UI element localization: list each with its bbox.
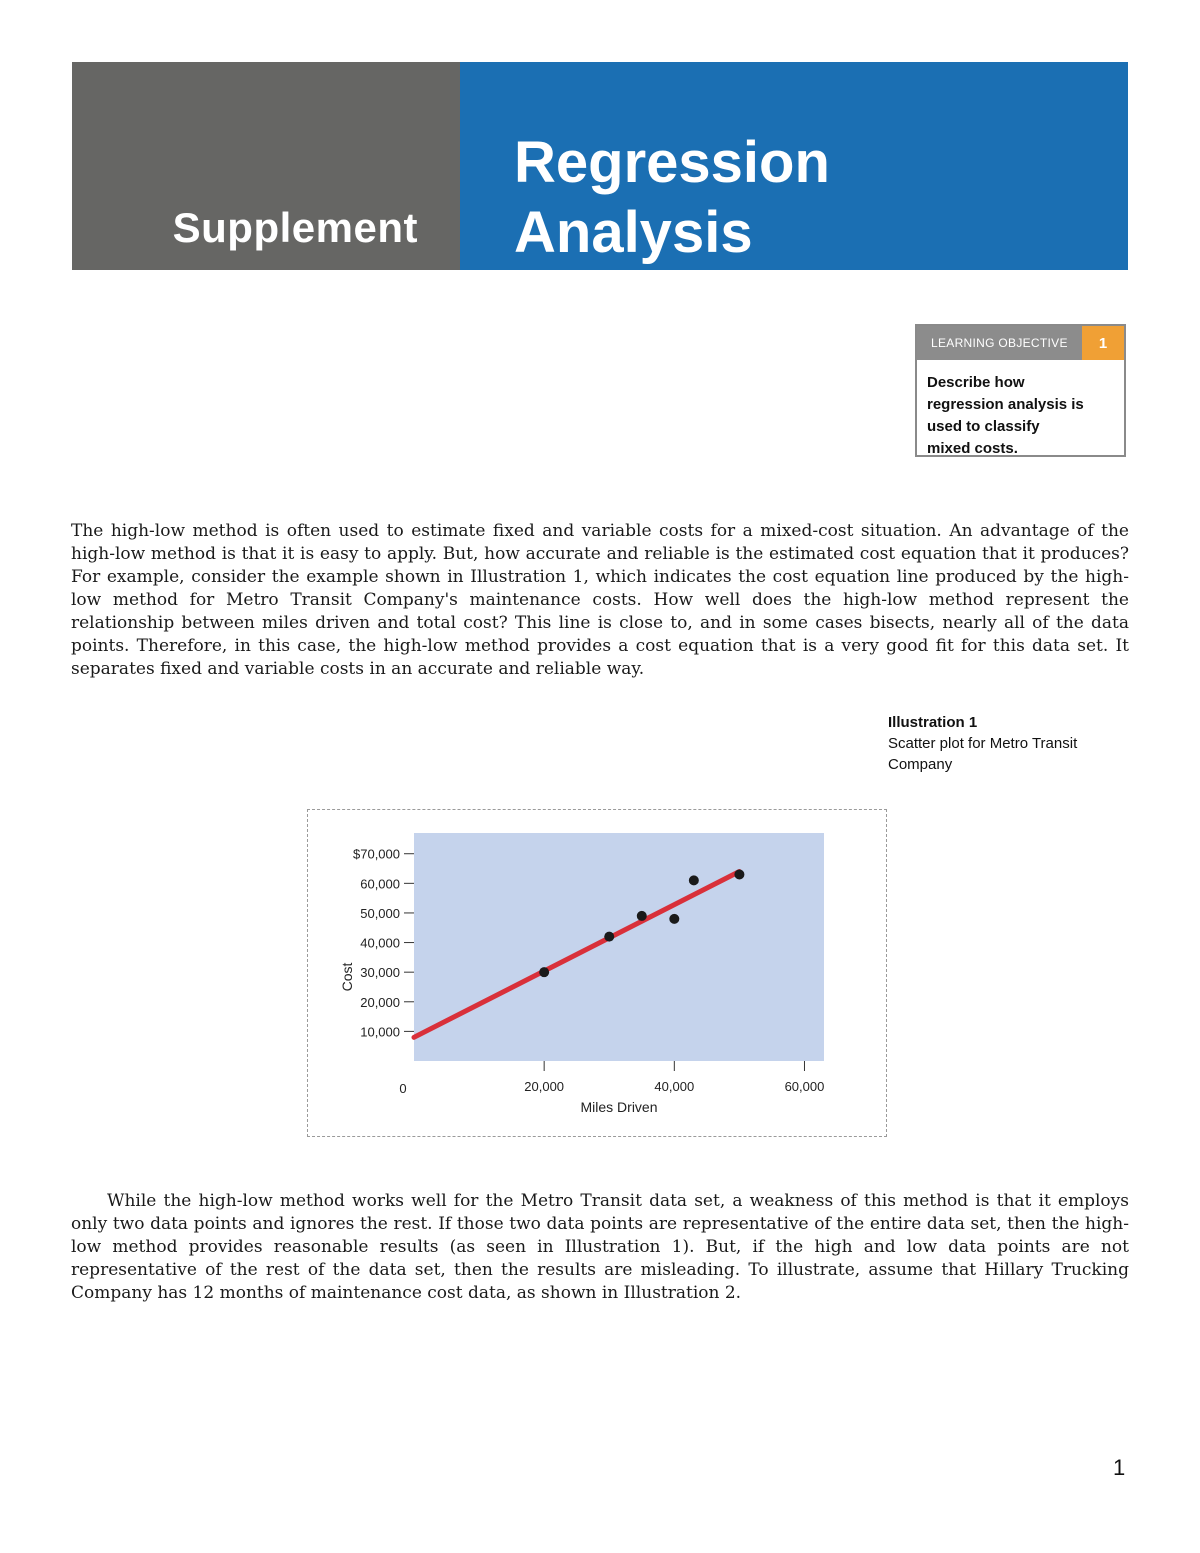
data-point (539, 967, 549, 977)
learning-objective-label: LEARNING OBJECTIVE (931, 336, 1068, 350)
y-tick-label: 40,000 (360, 935, 400, 951)
chart-frame (307, 809, 887, 1137)
illustration-caption (888, 712, 1118, 775)
title-banner (460, 62, 1128, 270)
learning-objective-header (917, 326, 1124, 360)
learning-objective-box (915, 324, 1126, 457)
data-point (669, 914, 679, 924)
x-tick-label: 20,000 (524, 1079, 565, 1094)
title-line-2: Analysis (514, 200, 753, 265)
y-axis-label: Cost (339, 962, 355, 992)
learning-objective-number: 1 (1082, 326, 1124, 360)
illustration-caption-text: Scatter plot for Metro Transit Company (888, 735, 1078, 773)
x-axis-label: Miles Driven (580, 1099, 658, 1115)
x-tick-label: 40,000 (654, 1079, 695, 1094)
learning-objective-text: Describe how regression analysis is used to classify mixed costs. (927, 374, 1084, 457)
y-tick-label: 30,000 (360, 965, 400, 981)
supplement-banner (72, 62, 460, 270)
title-line-1: Regression (514, 130, 830, 195)
y-tick-label: 20,000 (360, 994, 400, 1010)
origin-label: 0 (399, 1081, 407, 1096)
scatter-chart (308, 810, 886, 1136)
x-tick-label: 60,000 (784, 1079, 825, 1094)
body-paragraph-1: The high-low method is often used to estimate fixed and variable costs for a mixed-cost situation. An advantage of the high-low method is that it is easy to apply. But, how accurate and reliable is the estimated cost equation that it produces? For example, consider the example shown in Illustration 1, which indicates the cost equation line produced by the high-low method for Metro Transit Company's maintenance costs. How well does the high-low method represent the relationship between miles driven and total cost? This line is close to, and in some cases bisects, nearly all of the data points. Therefore, in this case, the high-low method provides a cost equation that is a very good fit for this data set. It separates fixed and variable costs in an accurate and reliable way. (71, 521, 1129, 679)
plot-area (414, 833, 824, 1061)
y-tick-label: $70,000 (353, 846, 400, 862)
supplement-label: Supplement (172, 204, 418, 251)
y-tick-label: 10,000 (360, 1024, 400, 1040)
body-paragraph-2: While the high-low method works well for the Metro Transit data set, a weakness of this method is that it employs only two data points and ignores the rest. If those two data points are representative of the entire data set, then the high-low method provides reasonable results (as seen in Illustration 1). But, if the high and low data points are not representative of the rest of the data set, then the results are misleading. To illustrate, assume that Hillary Trucking Company has 12 months of maintenance cost data, as shown in Illustration 2. (71, 1191, 1129, 1303)
data-point (604, 932, 614, 942)
page-title (514, 128, 830, 268)
illustration-title: Illustration 1 (888, 714, 978, 731)
y-tick-label: 60,000 (360, 876, 400, 892)
page-number: 1 (1113, 1455, 1126, 1480)
y-tick-label: 50,000 (360, 905, 400, 921)
data-point (689, 875, 699, 885)
data-point (734, 869, 744, 879)
data-point (637, 911, 647, 921)
